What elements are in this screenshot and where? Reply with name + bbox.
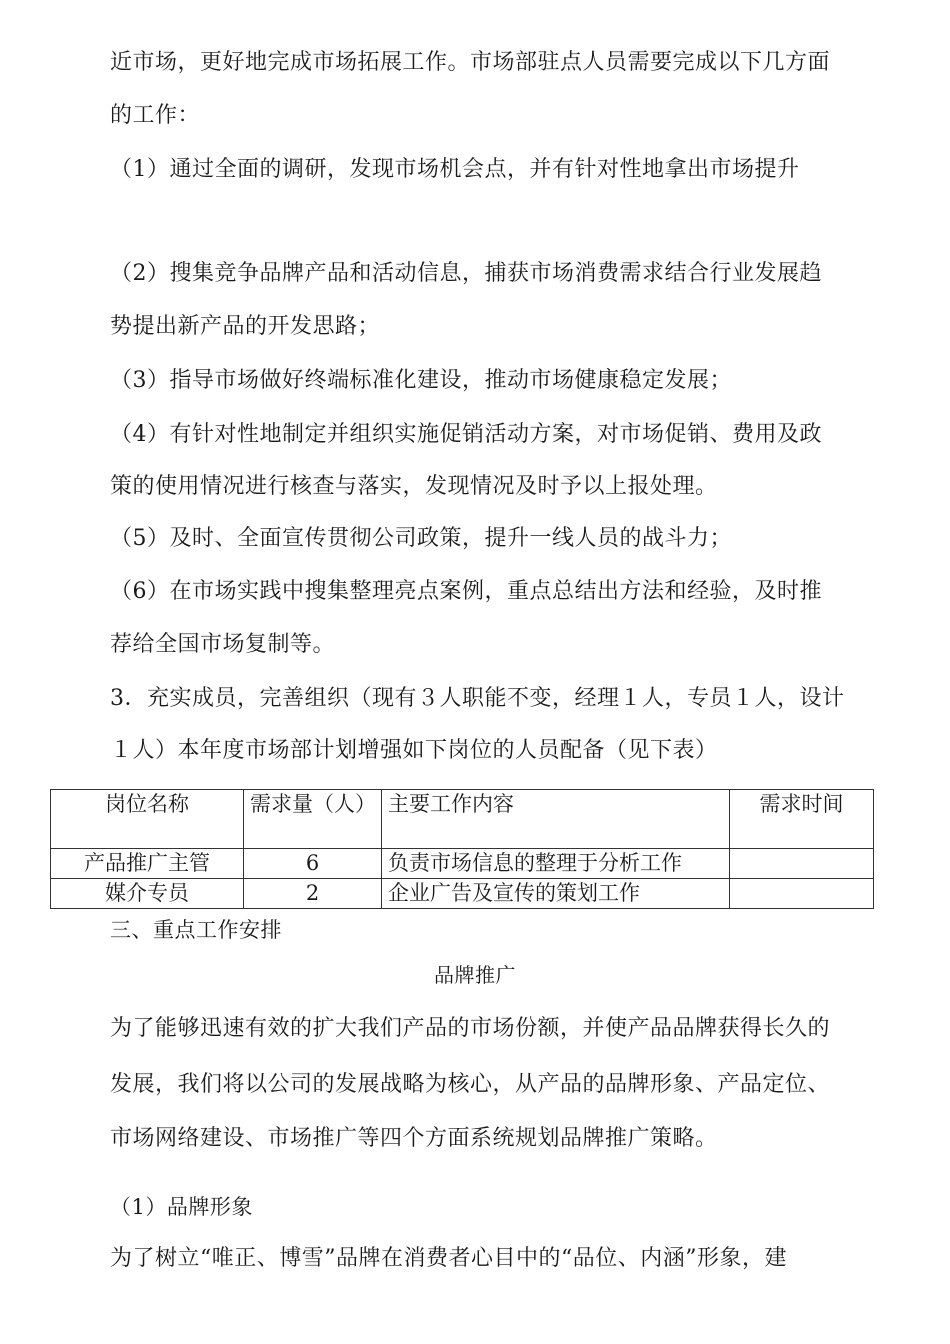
line-10: （6）在市场实践中搜集整理亮点案例，重点总结出方法和经验，及时推 (110, 579, 822, 604)
line-5: 势提出新产品的开发思路； (110, 314, 381, 339)
cell-time (730, 879, 874, 909)
line-7: （4）有针对性地制定并组织实施促销活动方案，对市场促销、费用及政 (110, 422, 822, 447)
para2-line-2: 发展，我们将以公司的发展战略为核心，从产品的品牌形象、产品定位、 (110, 1072, 831, 1097)
header-duties: 主要工作内容 (382, 790, 730, 849)
line-1: 近市场，更好地完成市场拓展工作。市场部驻点人员需要完成以下几方面 (110, 50, 831, 75)
table-header-row (51, 790, 874, 849)
subheading-brand-image: （1）品牌形象 (110, 1195, 253, 1219)
cell-duties: 企业广告及宣传的策划工作 (382, 879, 730, 909)
line-6: （3）指导市场做好终端标准化建设，推动市场健康稳定发展； (110, 368, 732, 393)
header-time: 需求时间 (730, 790, 874, 849)
line-9: （5）及时、全面宣传贯彻公司政策，提升一线人员的战斗力； (110, 526, 732, 551)
last-line: 为了树立“唯正、博雪”品牌在消费者心目中的“品位、内涵”形象，建 (110, 1246, 787, 1271)
section-heading: 三、重点工作安排 (110, 918, 282, 942)
para2-line-1: 为了能够迅速有效的扩大我们产品的市场份额，并使产品品牌获得长久的 (110, 1016, 831, 1041)
line-3: （1）通过全面的调研，发现市场机会点，并有针对性地拿出市场提升 (110, 157, 800, 182)
cell-quantity: 6 (244, 849, 382, 879)
line-11: 荐给全国市场复制等。 (110, 632, 336, 657)
cell-duties: 负责市场信息的整理于分析工作 (382, 849, 730, 879)
line-4: （2）搜集竞争品牌产品和活动信息，捕获市场消费需求结合行业发展趋 (110, 261, 822, 286)
staffing-table (50, 789, 874, 909)
table-row (51, 849, 874, 879)
line-8: 策的使用情况进行核查与落实，发现情况及时予以上报处理。 (110, 474, 718, 499)
cell-position: 媒介专员 (51, 879, 244, 909)
cell-position: 产品推广主管 (51, 849, 244, 879)
cell-time (730, 849, 874, 879)
cell-quantity: 2 (244, 879, 382, 909)
table-row (51, 879, 874, 909)
header-quantity: 需求量（人） (244, 790, 382, 849)
line-12: 3．充实成员，完善组织（现有３人职能不变，经理１人，专员１人，设计 (110, 686, 845, 711)
header-position: 岗位名称 (51, 790, 244, 849)
line-13: １人）本年度市场部计划增强如下岗位的人员配备（见下表） (110, 738, 718, 763)
subtitle: 品牌推广 (434, 963, 516, 987)
line-2: 的工作： (110, 103, 201, 128)
para2-line-3: 市场网络建设、市场推广等四个方面系统规划品牌推广策略。 (110, 1126, 718, 1151)
